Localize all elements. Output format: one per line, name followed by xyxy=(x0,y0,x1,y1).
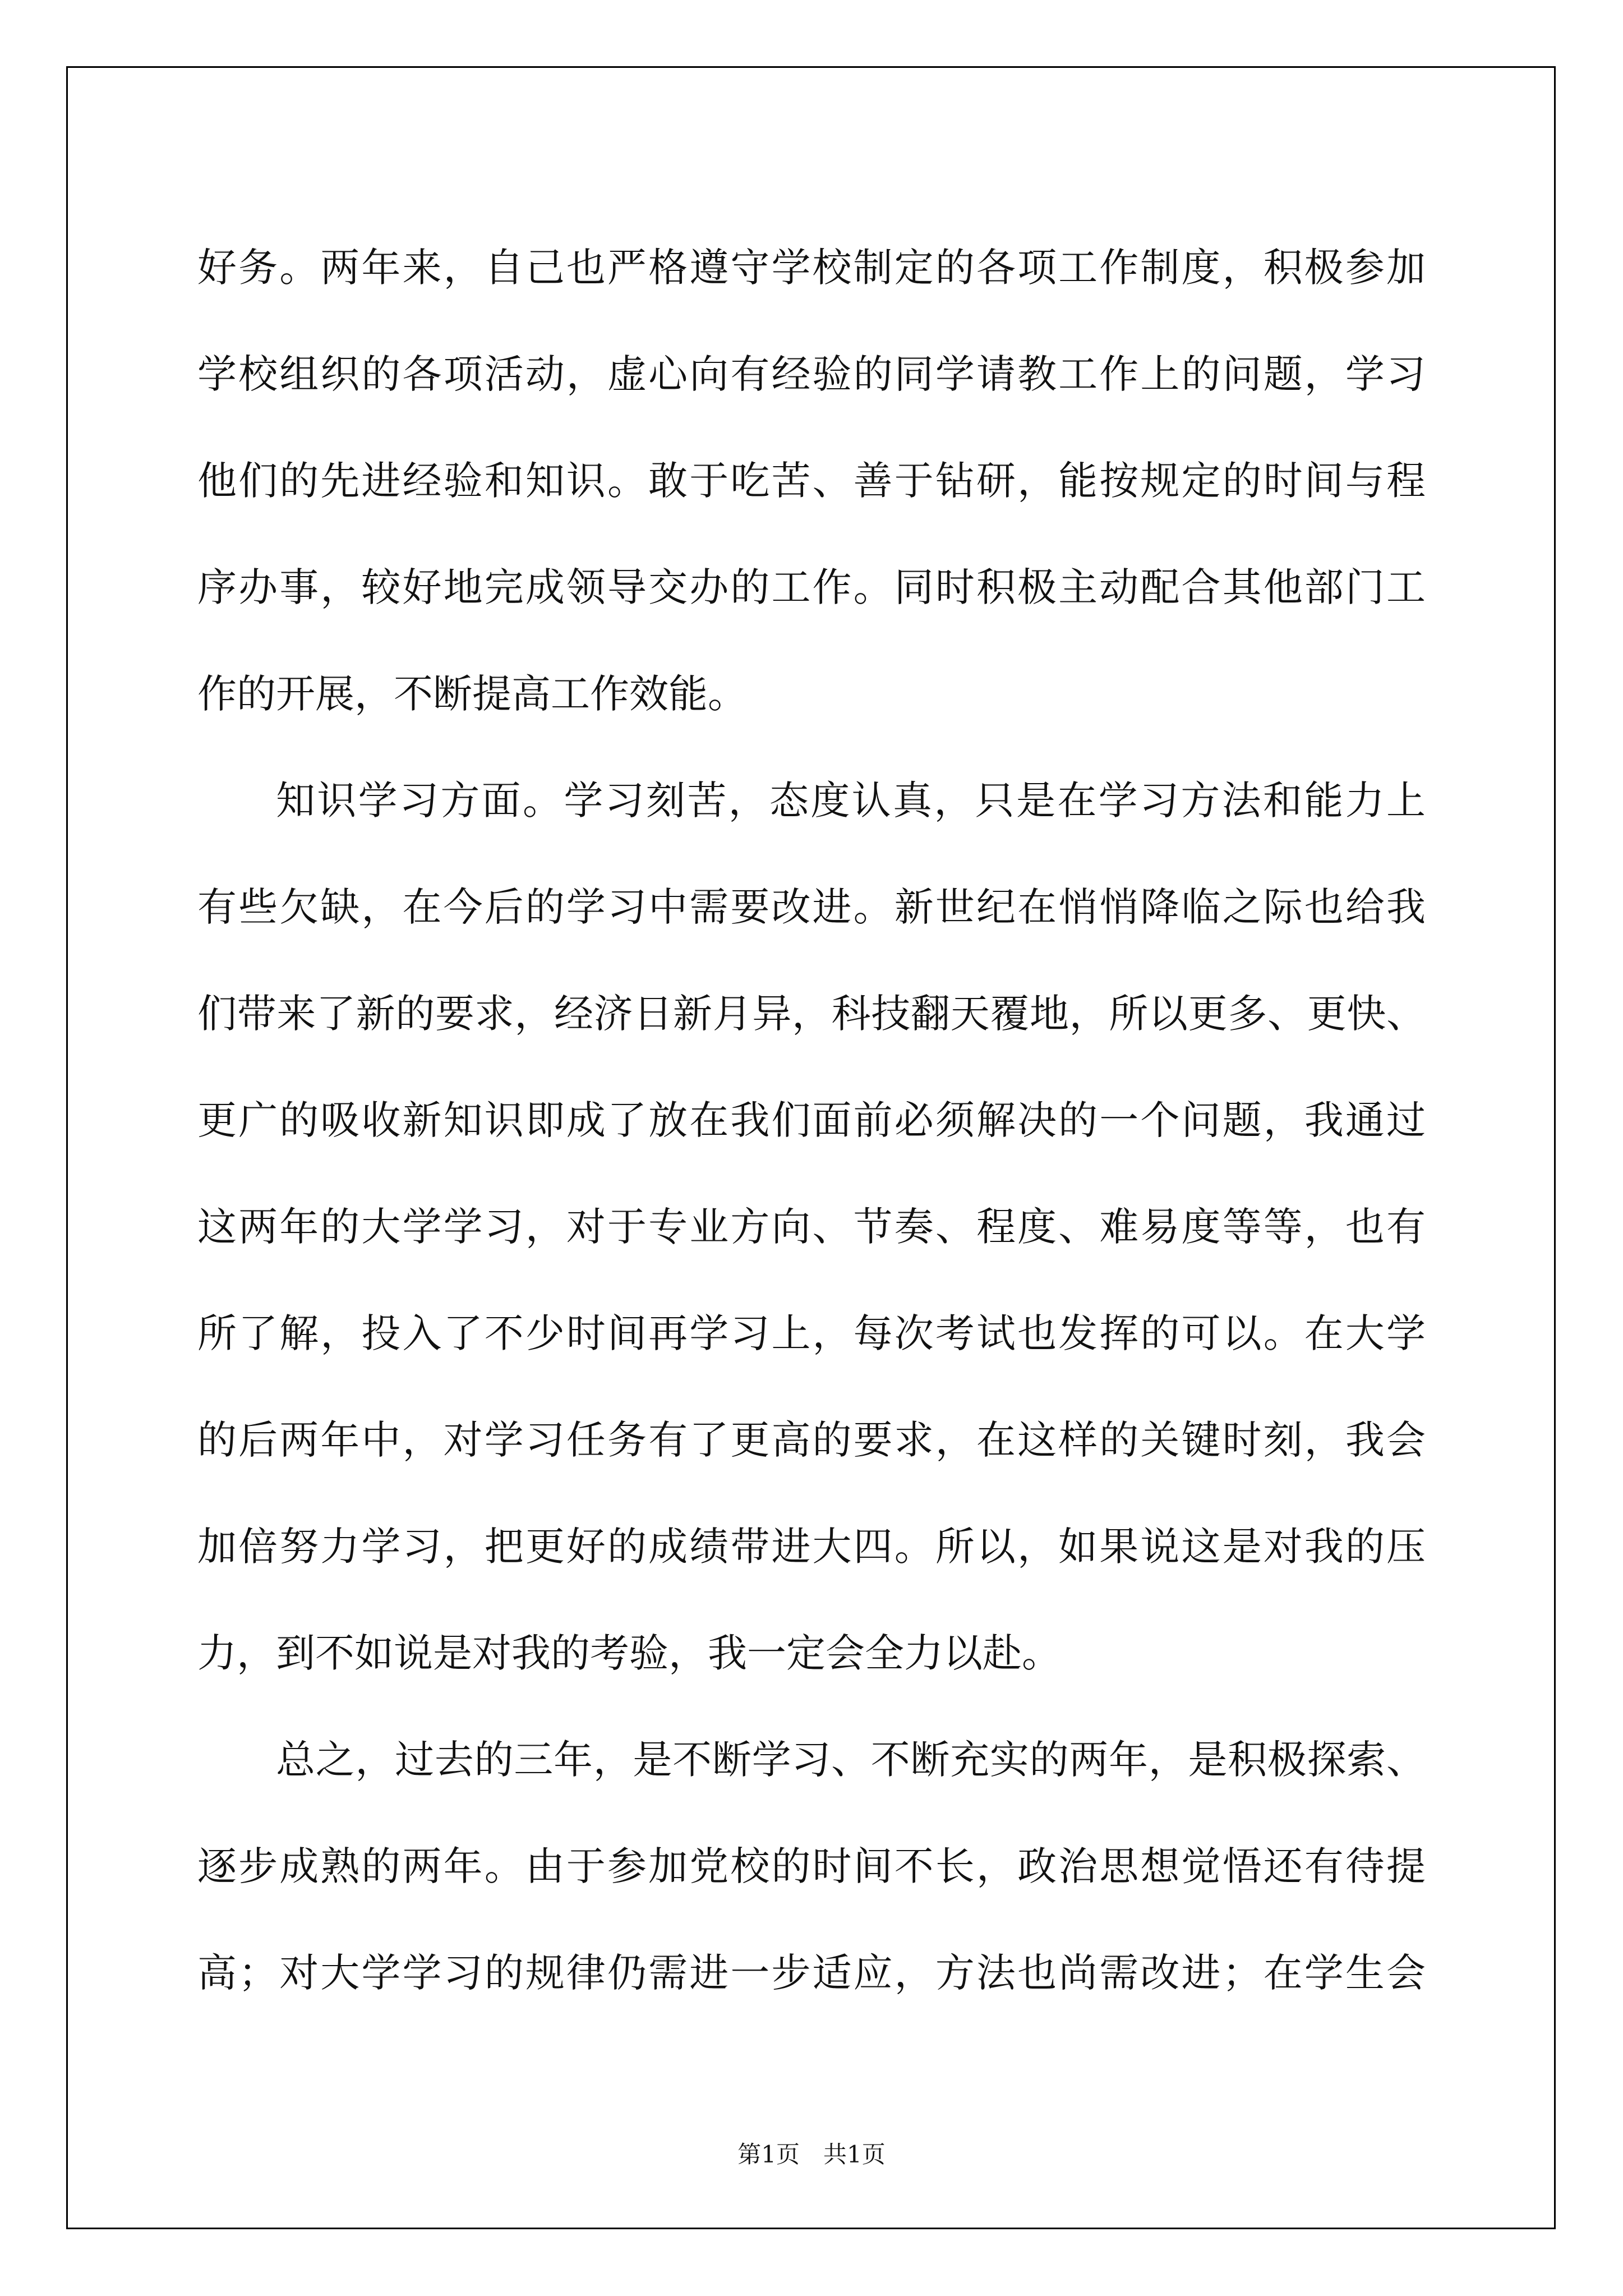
text-line: 更广的吸收新知识即成了放在我们面前必须解决的一个问题，我通过 xyxy=(197,1097,1426,1143)
text-line: 们带来了新的要求，经济日新月异，科技翻天覆地，所以更多、更快、 xyxy=(197,991,1426,1037)
text-line: 力，到不如说是对我的考验，我一定会全力以赴。 xyxy=(197,1630,1061,1676)
text-line: 这两年的大学学习，对于专业方向、节奏、程度、难易度等等，也有 xyxy=(197,1204,1426,1250)
text-line: 的后两年中，对学习任务有了更高的要求，在这样的关键时刻，我会 xyxy=(197,1417,1426,1463)
text-line: 他们的先进经验和知识。敢于吃苦、善于钻研，能按规定的时间与程 xyxy=(197,458,1426,504)
text-line: 作的开展，不断提高工作效能。 xyxy=(197,671,747,717)
text-line: 逐步成熟的两年。由于参加党校的时间不长，政治思想觉悟还有待提 xyxy=(197,1843,1426,1889)
text-line: 知识学习方面。学习刻苦，态度认真，只是在学习方法和能力上 xyxy=(276,777,1426,823)
text-line: 序办事，较好地完成领导交办的工作。同时积极主动配合其他部门工 xyxy=(197,564,1426,610)
paragraph-3 xyxy=(197,1706,1426,2026)
text-line: 有些欠缺，在今后的学习中需要改进。新世纪在悄悄降临之际也给我 xyxy=(197,884,1426,930)
text-line: 所了解，投入了不少时间再学习上，每次考试也发挥的可以。在大学 xyxy=(197,1310,1426,1356)
document-body xyxy=(197,214,1426,2026)
page-footer: 第1页 共1页 xyxy=(737,2141,886,2168)
text-line: 好务。两年来，自己也严格遵守学校制定的各项工作制度，积极参加 xyxy=(197,245,1426,291)
text-line: 学校组织的各项活动，虚心向有经验的同学请教工作上的问题，学习 xyxy=(197,351,1426,397)
text-line: 总之，过去的三年，是不断学习、不断充实的两年，是积极探索、 xyxy=(276,1737,1426,1783)
paragraph-1 xyxy=(197,214,1426,747)
text-line: 高；对大学学习的规律仍需进一步适应，方法也尚需改进；在学生会 xyxy=(197,1950,1426,1996)
text-line: 加倍努力学习，把更好的成绩带进大四。所以，如果说这是对我的压 xyxy=(197,1524,1426,1570)
paragraph-2 xyxy=(197,747,1426,1706)
